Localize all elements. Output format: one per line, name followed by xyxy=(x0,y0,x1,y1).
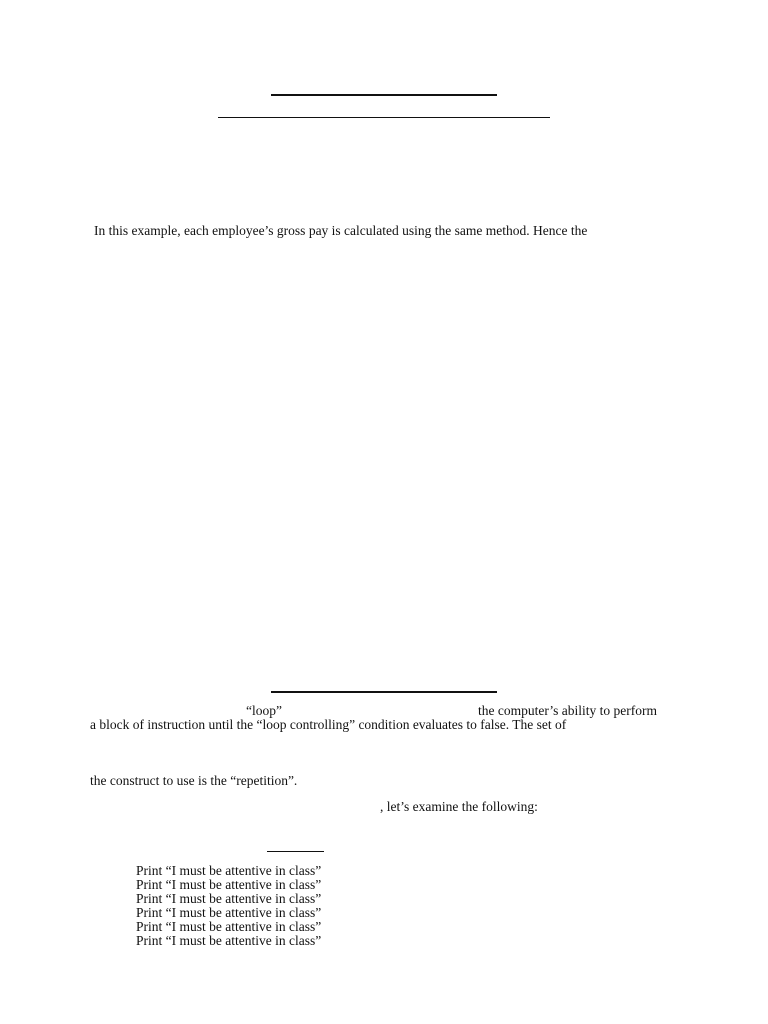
intro-text: In this example, each employee’s gross pay is calculated using the same method. Hence the xyxy=(94,223,588,238)
block-instruction-text: a block of instruction until the “loop controlling” condition evaluates to false. The set of xyxy=(90,717,567,732)
loop-definition-tail: the computer’s ability to perform xyxy=(478,703,657,718)
title-underline xyxy=(271,94,497,96)
loop-term: “loop” xyxy=(246,703,282,718)
print-statement: Print “I must be attentive in class” xyxy=(136,891,322,906)
print-statement: Print “I must be attentive in class” xyxy=(136,863,322,878)
example-label-underline xyxy=(267,851,324,852)
examine-text: , let’s examine the following: xyxy=(380,799,538,814)
print-statement: Print “I must be attentive in class” xyxy=(136,933,322,948)
print-statement: Print “I must be attentive in class” xyxy=(136,905,322,920)
construct-text: the construct to use is the “repetition”. xyxy=(90,773,298,788)
print-statement: Print “I must be attentive in class” xyxy=(136,919,322,934)
section-heading-underline xyxy=(271,691,497,693)
subtitle-underline xyxy=(218,117,550,118)
print-statement: Print “I must be attentive in class” xyxy=(136,877,322,892)
